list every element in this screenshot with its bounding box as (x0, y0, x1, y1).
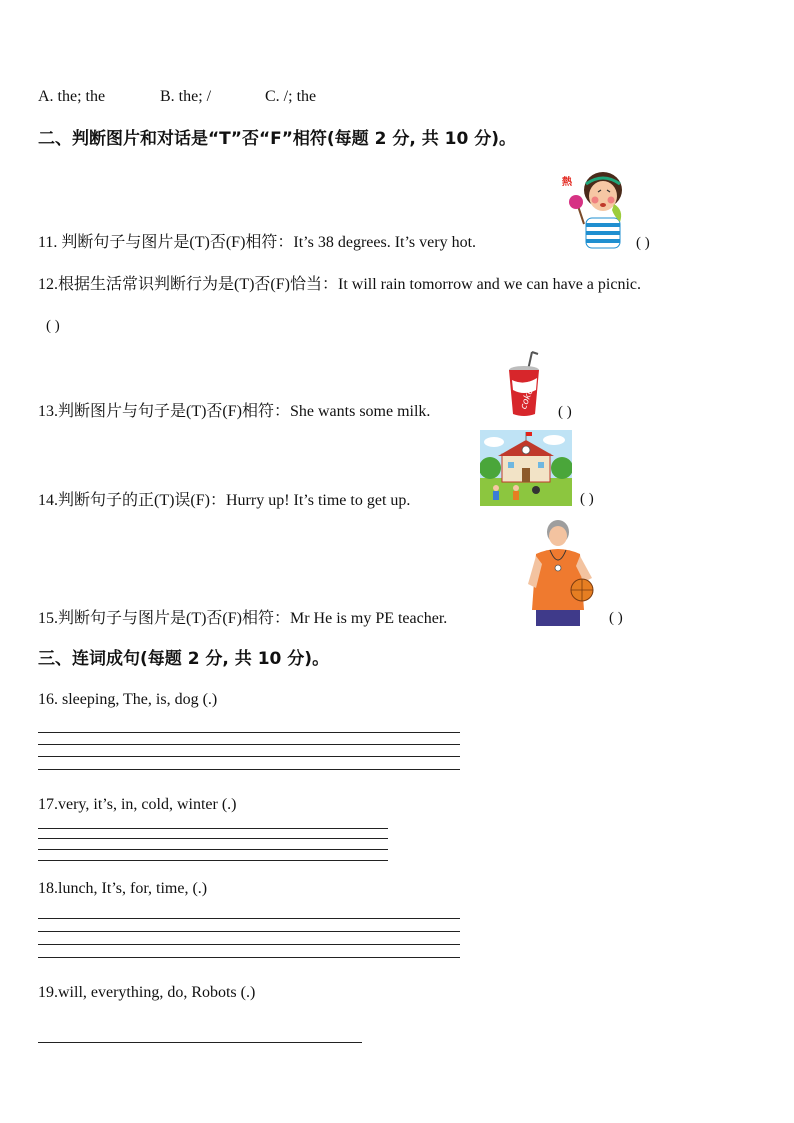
question-11: 11. 判断句子与图片是(T)否(F)相符：It’s 38 degrees. It’s very hot. (38, 234, 477, 251)
answer-line (38, 756, 460, 757)
answer-paren-15[interactable]: ( ) (609, 610, 623, 626)
answer-paren-11[interactable]: ( ) (636, 235, 650, 251)
option-c: C. /; the (265, 88, 317, 105)
section3-heading: 三、连词成句(每题 2 分, 共 10 分)。 (38, 649, 330, 669)
answer-line (38, 957, 460, 958)
answer-line (38, 744, 460, 745)
question-18: 18.lunch, It’s, for, time, (.) (38, 880, 208, 897)
answer-line[interactable] (38, 1042, 362, 1043)
option-b: B. the; / (160, 88, 212, 105)
question-12: 12.根据生活常识判断行为是(T)否(F)恰当：It will rain tomorrow and we can have a picnic. (38, 276, 641, 293)
pe-teacher-picture (522, 518, 600, 628)
hot-label: 熱 (562, 177, 572, 188)
answer-line (38, 944, 460, 945)
answer-line[interactable] (38, 918, 460, 919)
answer-line (38, 838, 388, 839)
cup-label: coke (519, 387, 536, 411)
answer-line (38, 860, 388, 861)
answer-paren-14[interactable]: ( ) (580, 491, 594, 507)
question-14: 14.判断句子的正(T)误(F)：Hurry up! It’s time to get up. (38, 492, 411, 509)
answer-paren-13[interactable]: ( ) (558, 404, 572, 420)
question-17: 17.very, it’s, in, cold, winter (.) (38, 796, 237, 813)
answer-line[interactable] (38, 732, 460, 733)
answer-paren-12[interactable]: ( ) (46, 318, 60, 334)
answer-line[interactable] (38, 828, 388, 829)
answer-line (38, 849, 388, 850)
section2-heading: 二、判断图片和对话是“T”否“F”相符(每题 2 分, 共 10 分)。 (38, 129, 516, 149)
hot-girl-picture (556, 166, 632, 250)
question-16: 16. sleeping, The, is, dog (.) (38, 691, 218, 708)
question-19: 19.will, everything, do, Robots (.) (38, 984, 256, 1001)
school-picture (480, 430, 572, 506)
answer-line (38, 931, 460, 932)
cola-cup-picture (504, 350, 546, 418)
question-13: 13.判断图片与句子是(T)否(F)相符：She wants some milk. (38, 403, 431, 420)
answer-line (38, 769, 460, 770)
option-a: A. the; the (38, 88, 106, 105)
question-15: 15.判断句子与图片是(T)否(F)相符：Mr He is my PE teacher. (38, 610, 448, 627)
